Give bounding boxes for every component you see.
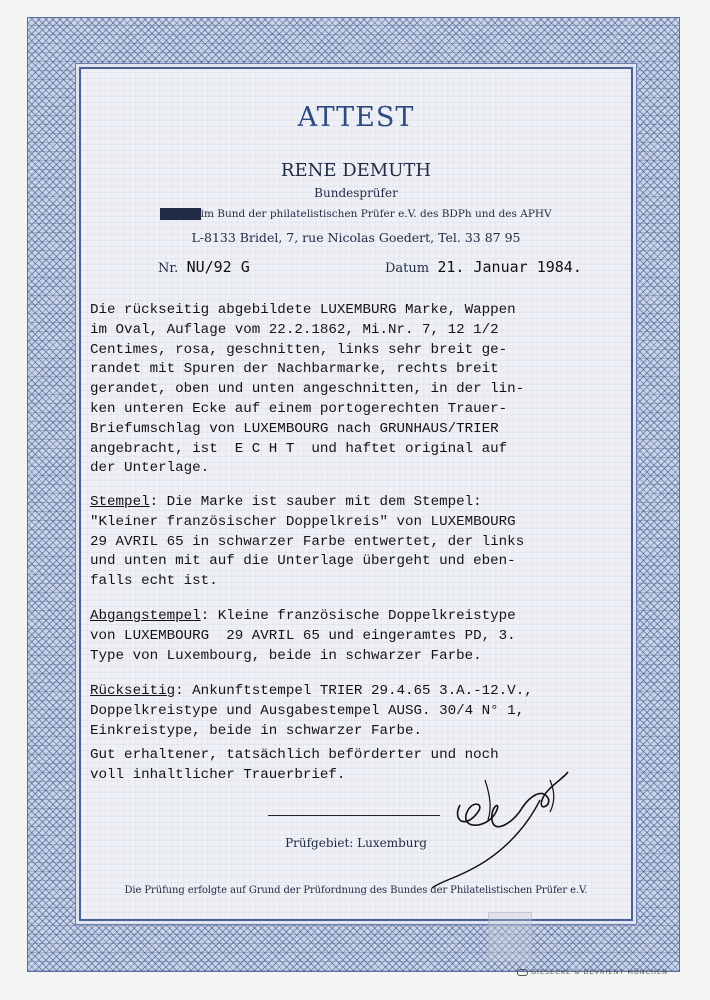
cancellation-paragraph bbox=[90, 493, 630, 592]
certificate-title: ATTEST bbox=[297, 102, 415, 133]
regulation-note: Die Prüfung erfolgte auf Grund der Prüfordnung des Bundes der Philatelistischen Prüfer e.V. bbox=[124, 885, 588, 896]
rueckseitig-text: : Ankunftstempel TRIER 29.4.65 3.A.-12.V., Doppelkreistype und Ausgabestempel AUSG. 30/4 N° 1, Einkreistype, beide in schwarzer Farbe. bbox=[90, 683, 533, 739]
date-value: 21. Januar 1984. bbox=[437, 258, 582, 276]
nr-value: NU/92 G bbox=[186, 258, 250, 276]
stempel-label: Stempel bbox=[90, 494, 150, 510]
rueckseitig-label: Rückseitig bbox=[90, 683, 176, 699]
signature-line bbox=[268, 815, 440, 816]
abgangstempel-label: Abgangstempel bbox=[90, 608, 201, 624]
handwritten-signature bbox=[430, 760, 580, 890]
hologram-seal bbox=[488, 912, 532, 962]
date-label: Datum bbox=[385, 261, 430, 276]
reverse-side-paragraph bbox=[90, 682, 630, 741]
abgangstempel-text: : Kleine französische Doppelkreistype von LUXEMBOURG 29 AVRIL 65 und eingeramtes PD, 3. Type von Luxembourg, beide in schwarzer Farbe. bbox=[90, 608, 516, 664]
struck-out-word: XXXXX bbox=[161, 208, 200, 220]
certificate-date bbox=[385, 258, 582, 276]
certificate-number bbox=[158, 258, 250, 276]
association-text: im Bund der philatelistischen Prüfer e.V. des BDPh und des APHV bbox=[200, 208, 552, 220]
examiner-title: Bundesprüfer bbox=[314, 186, 398, 200]
examination-area: Prüfgebiet: Luxemburg bbox=[285, 836, 427, 850]
printer-logo-icon bbox=[517, 969, 528, 976]
departure-stamp-paragraph bbox=[90, 607, 630, 666]
printer-mark bbox=[517, 968, 668, 976]
examiner-name: RENE DEMUTH bbox=[280, 160, 432, 181]
association-line bbox=[79, 208, 633, 220]
stempel-text: : Die Marke ist sauber mit dem Stempel: "Kleiner französischer Doppelkreis" von LUXEMBOURG 29 AVRIL 65 in schwarzer Farbe entwertet, der links und unten mit auf die Unterlage übergeht und eben- falls echt ist. bbox=[90, 494, 525, 590]
stamp-description: Die rückseitig abgebildete LUXEMBURG Marke, Wappen im Oval, Auflage vom 22.2.1862, Mi.Nr. 7, 12 1/2 Centimes, rosa, geschnitten, links sehr breit ge- randet mit Spuren der Nachbarmarke, rechts breit gerandet, oben und unten angeschnitten, in der lin- ken unteren Ecke auf einem portogerechten Trauer- Briefumschlag von LUXEMBOURG nach GRUNHAUS/TRIER angebracht, ist E C H T und haftet original auf der Unterlage. bbox=[90, 302, 525, 477]
examiner-address: L-8133 Bridel, 7, rue Nicolas Goedert, Tel. 33 87 95 bbox=[191, 230, 521, 245]
printer-mark-text: GIESECKE & DEVRIENT MÜNCHEN bbox=[531, 968, 669, 976]
condition-paragraph: Gut erhaltener, tatsächlich beförderter und noch voll inhaltlicher Trauerbrief. bbox=[90, 747, 499, 783]
nr-label: Nr. bbox=[158, 261, 179, 276]
